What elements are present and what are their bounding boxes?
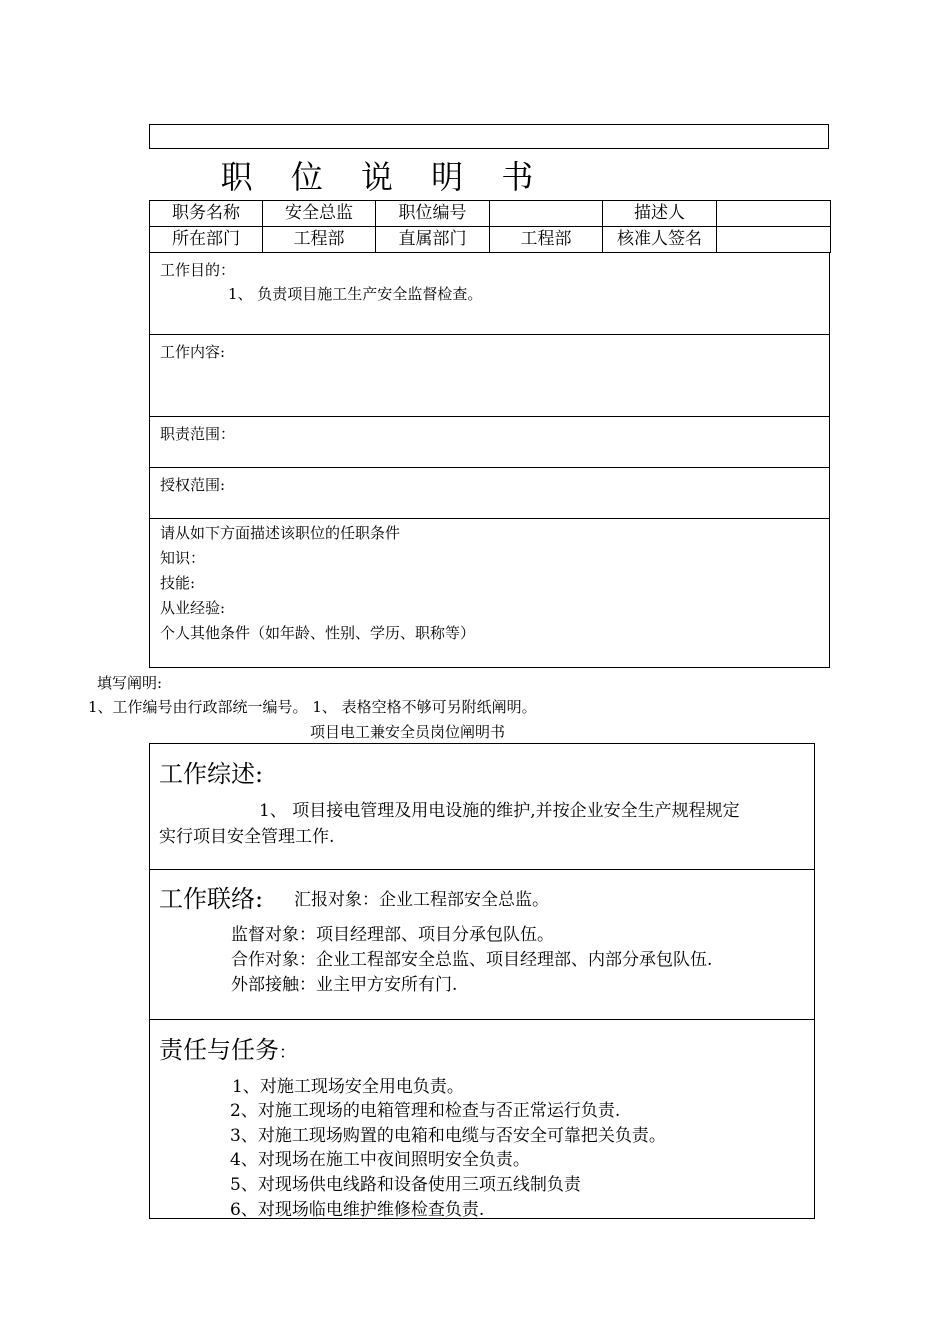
duties-heading-text: 责任与任务 xyxy=(159,1036,279,1064)
table-cell xyxy=(717,201,831,227)
table-row xyxy=(150,201,831,227)
purpose-block xyxy=(149,253,830,335)
requirement-skill: 技能: xyxy=(160,574,196,592)
summary-line2: 实行项目安全管理工作. xyxy=(159,827,335,847)
notes-title: 填写阐明: xyxy=(97,674,163,692)
contact-supervise: 监督对象：项目经理部、项目分承包队伍。 xyxy=(231,925,554,945)
contact-report: 汇报对象：企业工程部安全总监。 xyxy=(294,890,549,910)
table-cell: 直属部门 xyxy=(376,227,490,253)
summary-heading: 工作综述: xyxy=(159,760,264,788)
duties-section xyxy=(149,1019,815,1219)
table-cell: 核准人签名 xyxy=(603,227,717,253)
duty-item: 3、对施工现场购置的电箱和电缆与否安全可靠把关负责。 xyxy=(230,1126,666,1146)
table-cell: 工程部 xyxy=(490,227,603,253)
purpose-label: 工作目的： xyxy=(160,261,236,279)
contact-external: 外部接触：业主甲方安所有门. xyxy=(231,975,458,995)
table-cell xyxy=(490,201,603,227)
notes-line: 1、工作编号由行政部统一编号。 1、 表格空格不够可另附纸阐明。 xyxy=(88,698,537,716)
page-title: 职 位 说 明 书 xyxy=(220,158,548,196)
table-cell: 职位编号 xyxy=(376,201,490,227)
duty-item: 6、对现场临电维护维修检查负责. xyxy=(230,1200,485,1220)
duty-item: 1、对施工现场安全用电负责。 xyxy=(232,1077,464,1097)
contact-section xyxy=(149,869,815,1020)
table-cell: 职务名称 xyxy=(150,201,263,227)
requirement-knowledge: 知识： xyxy=(160,549,206,567)
table-cell xyxy=(717,227,831,253)
duty-item: 4、对现场在施工中夜间照明安全负责。 xyxy=(230,1150,530,1170)
duty-item: 2、对施工现场的电箱管理和检查与否正常运行负责. xyxy=(230,1101,621,1121)
table-cell: 安全总监 xyxy=(263,201,376,227)
table-cell: 描述人 xyxy=(603,201,717,227)
content-label: 工作内容: xyxy=(160,343,226,361)
duties-heading-colon: ： xyxy=(279,1043,296,1063)
scope-block xyxy=(149,417,830,468)
duty-item: 5、对现场供电线路和设备使用三项五线制负责 xyxy=(230,1175,581,1195)
summary-line1: 1、 项目接电管理及用电设施的维护,并按企业安全生产规程规定 xyxy=(259,801,740,821)
purpose-item: 1、 负责项目施工生产安全监督检查。 xyxy=(228,285,483,303)
header-empty-box xyxy=(149,124,829,149)
requirements-block xyxy=(149,519,830,668)
requirement-experience: 从业经验: xyxy=(160,599,226,617)
requirement-other: 个人其他条件（如年龄、性别、学历、职称等） xyxy=(160,624,476,642)
table-cell: 工程部 xyxy=(263,227,376,253)
authority-block xyxy=(149,468,830,519)
requirements-title: 请从如下方面描述该职位的任职条件 xyxy=(160,524,401,542)
summary-section xyxy=(149,743,815,870)
table-row xyxy=(150,227,831,253)
info-table xyxy=(149,200,831,253)
content-block xyxy=(149,335,830,417)
contact-cooperate: 合作对象：企业工程部安全总监、项目经理部、内部分承包队伍. xyxy=(231,950,713,970)
duties-heading xyxy=(159,1030,296,1065)
second-title: 项目电工兼安全员岗位阐明书 xyxy=(310,723,506,741)
contact-heading: 工作联络: xyxy=(159,885,264,913)
scope-label: 职责范围： xyxy=(160,425,236,443)
table-cell: 所在部门 xyxy=(150,227,263,253)
authority-label: 授权范围: xyxy=(160,476,226,494)
